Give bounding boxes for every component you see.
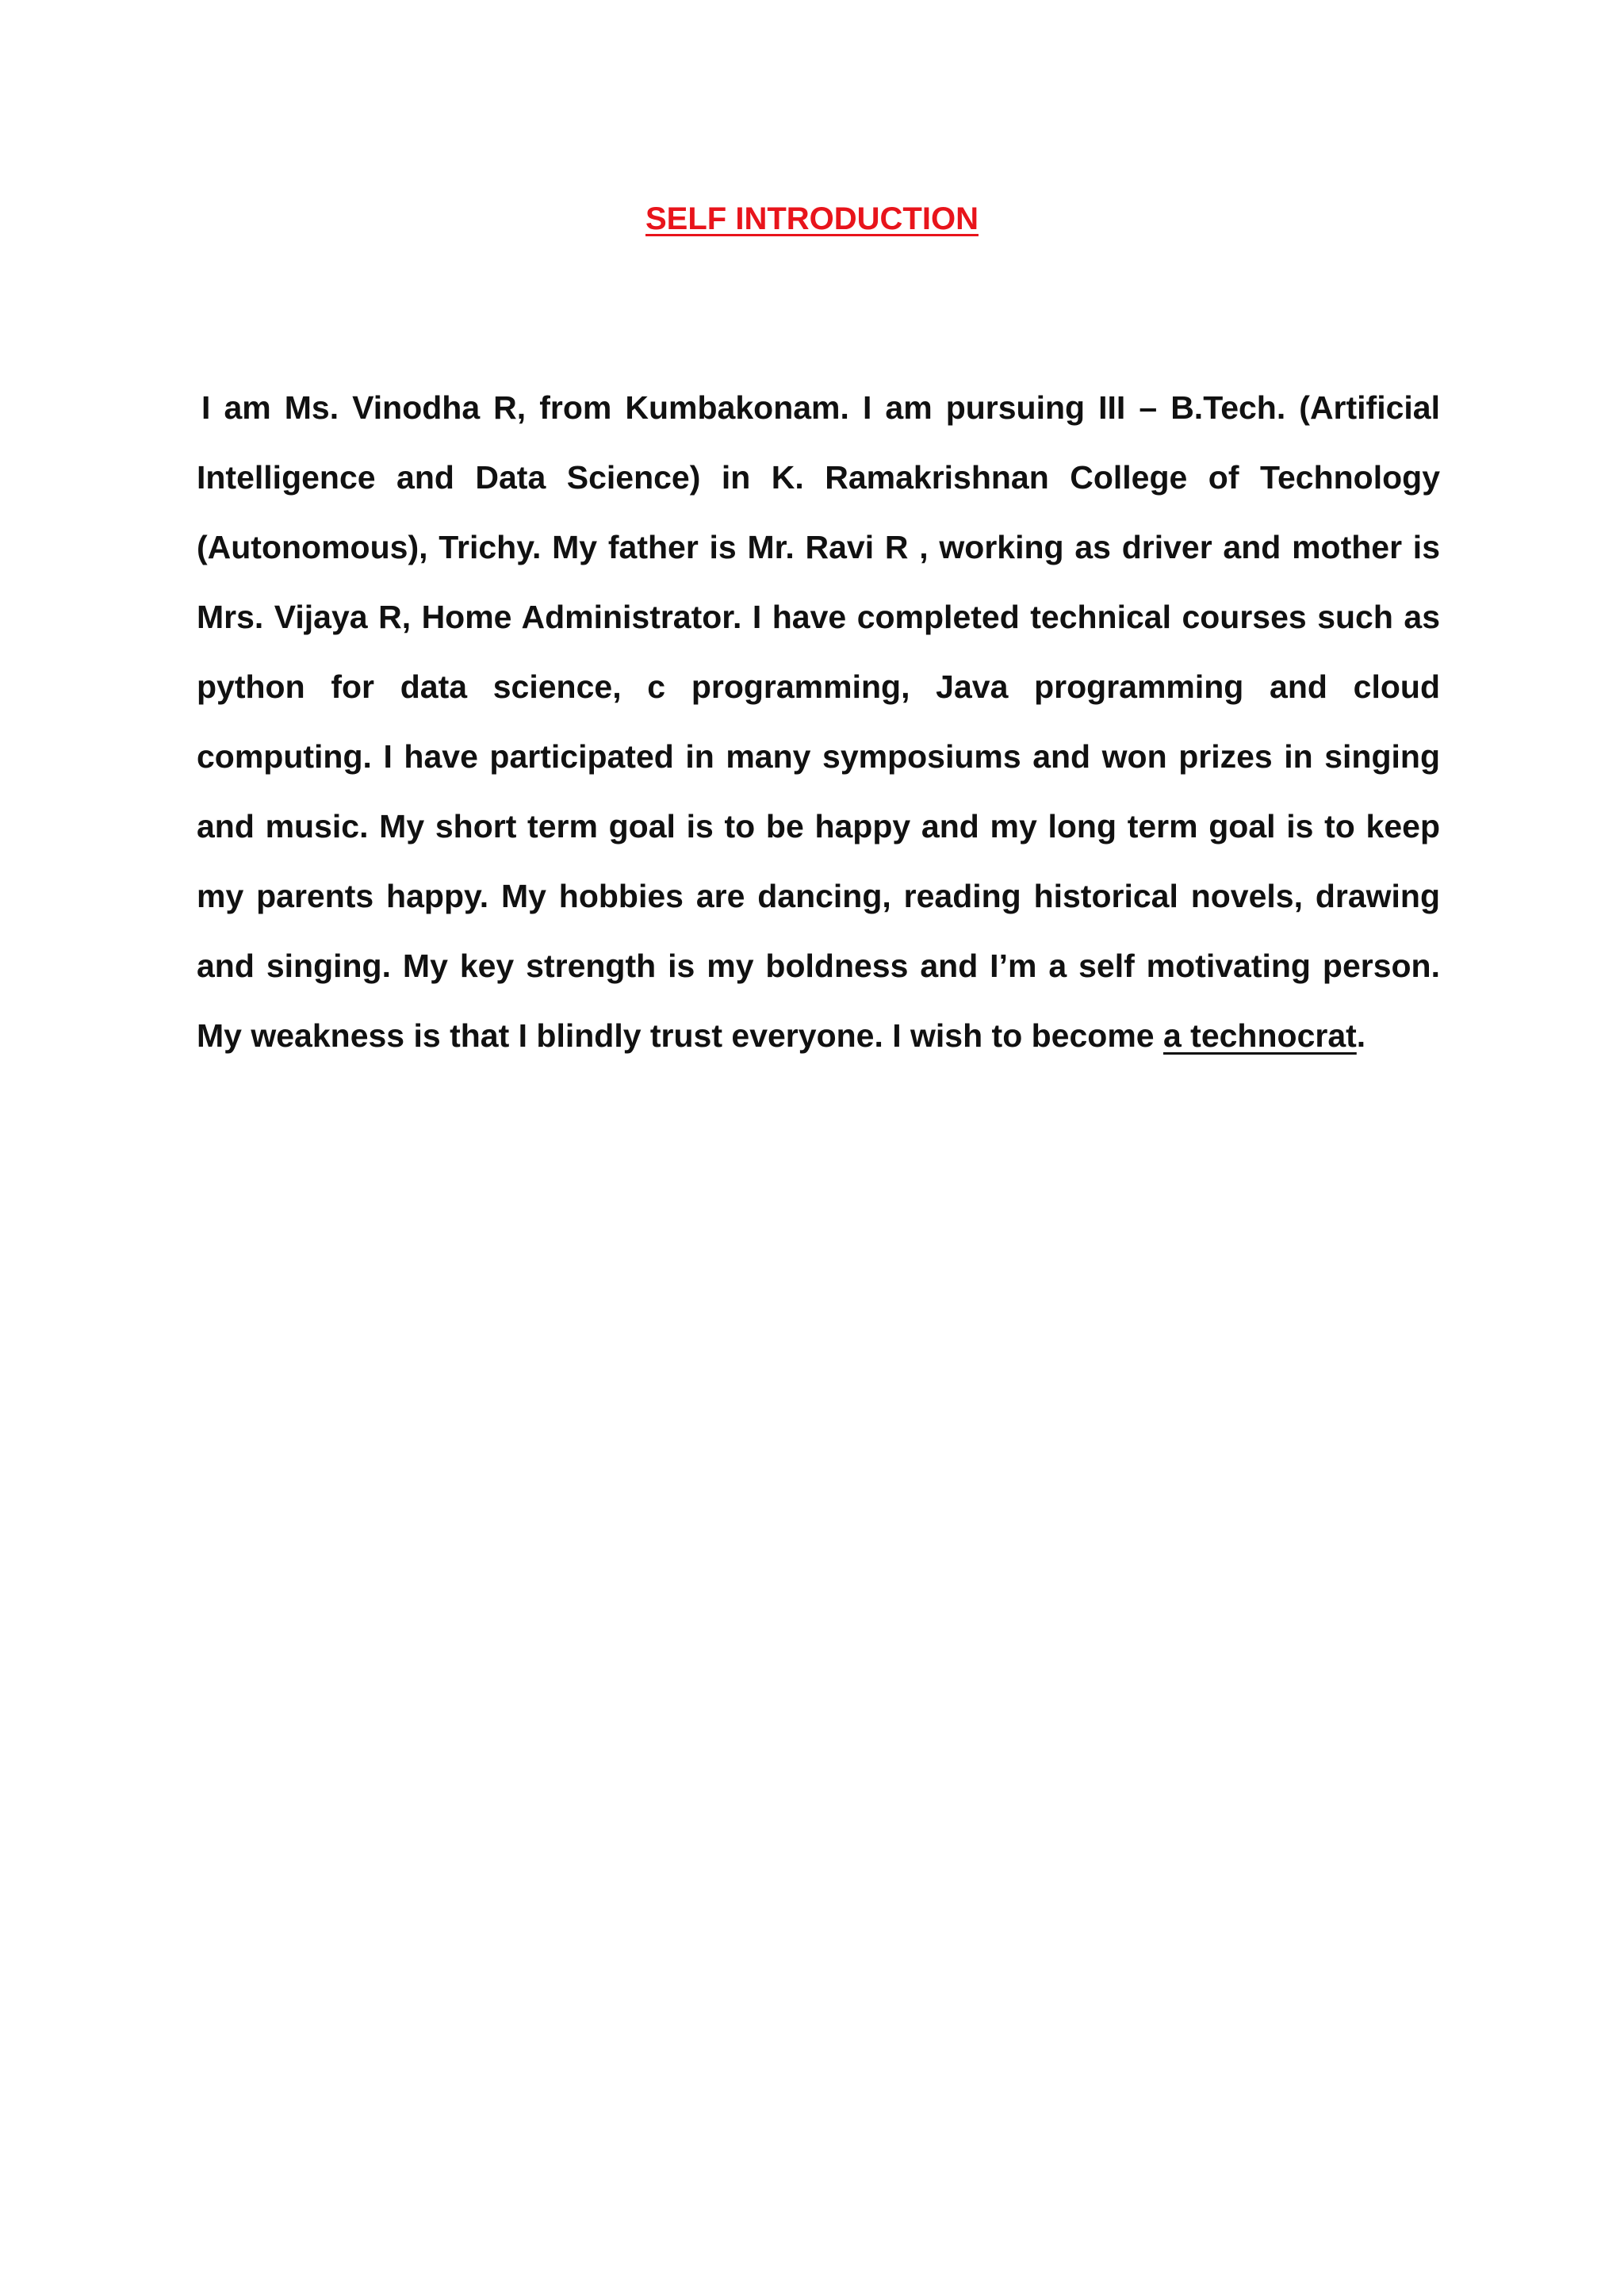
page-title: SELF INTRODUCTION — [645, 201, 979, 236]
intro-paragraph — [197, 373, 1440, 1070]
paragraph-period: . — [1356, 1017, 1366, 1054]
intro-paragraph-text: I am Ms. Vinodha R, from Kumbakonam. I am pursuing III – B.Tech. (Artificial Intelligence and Data Science) in K. Ramakrishnan College of Technology (Autonomous), Trichy. My father is Mr. Ravi R , working as driver and mother is Mrs. Vijaya R, Home Administrator. I have completed technical courses such as python for data science, c programming, Java programming and cloud computing. I have participated in many symposiums and won prizes in singing and music. My short term goal is to be happy and my long term goal is to keep my parents happy. My hobbies are dancing, reading historical novels, drawing and singing. My key strength is my boldness and I’m a self motivating person. My weakness is that I blindly trust everyone. I wish to become — [197, 389, 1440, 1054]
underlined-goal-text: a technocrat — [1162, 1017, 1357, 1054]
